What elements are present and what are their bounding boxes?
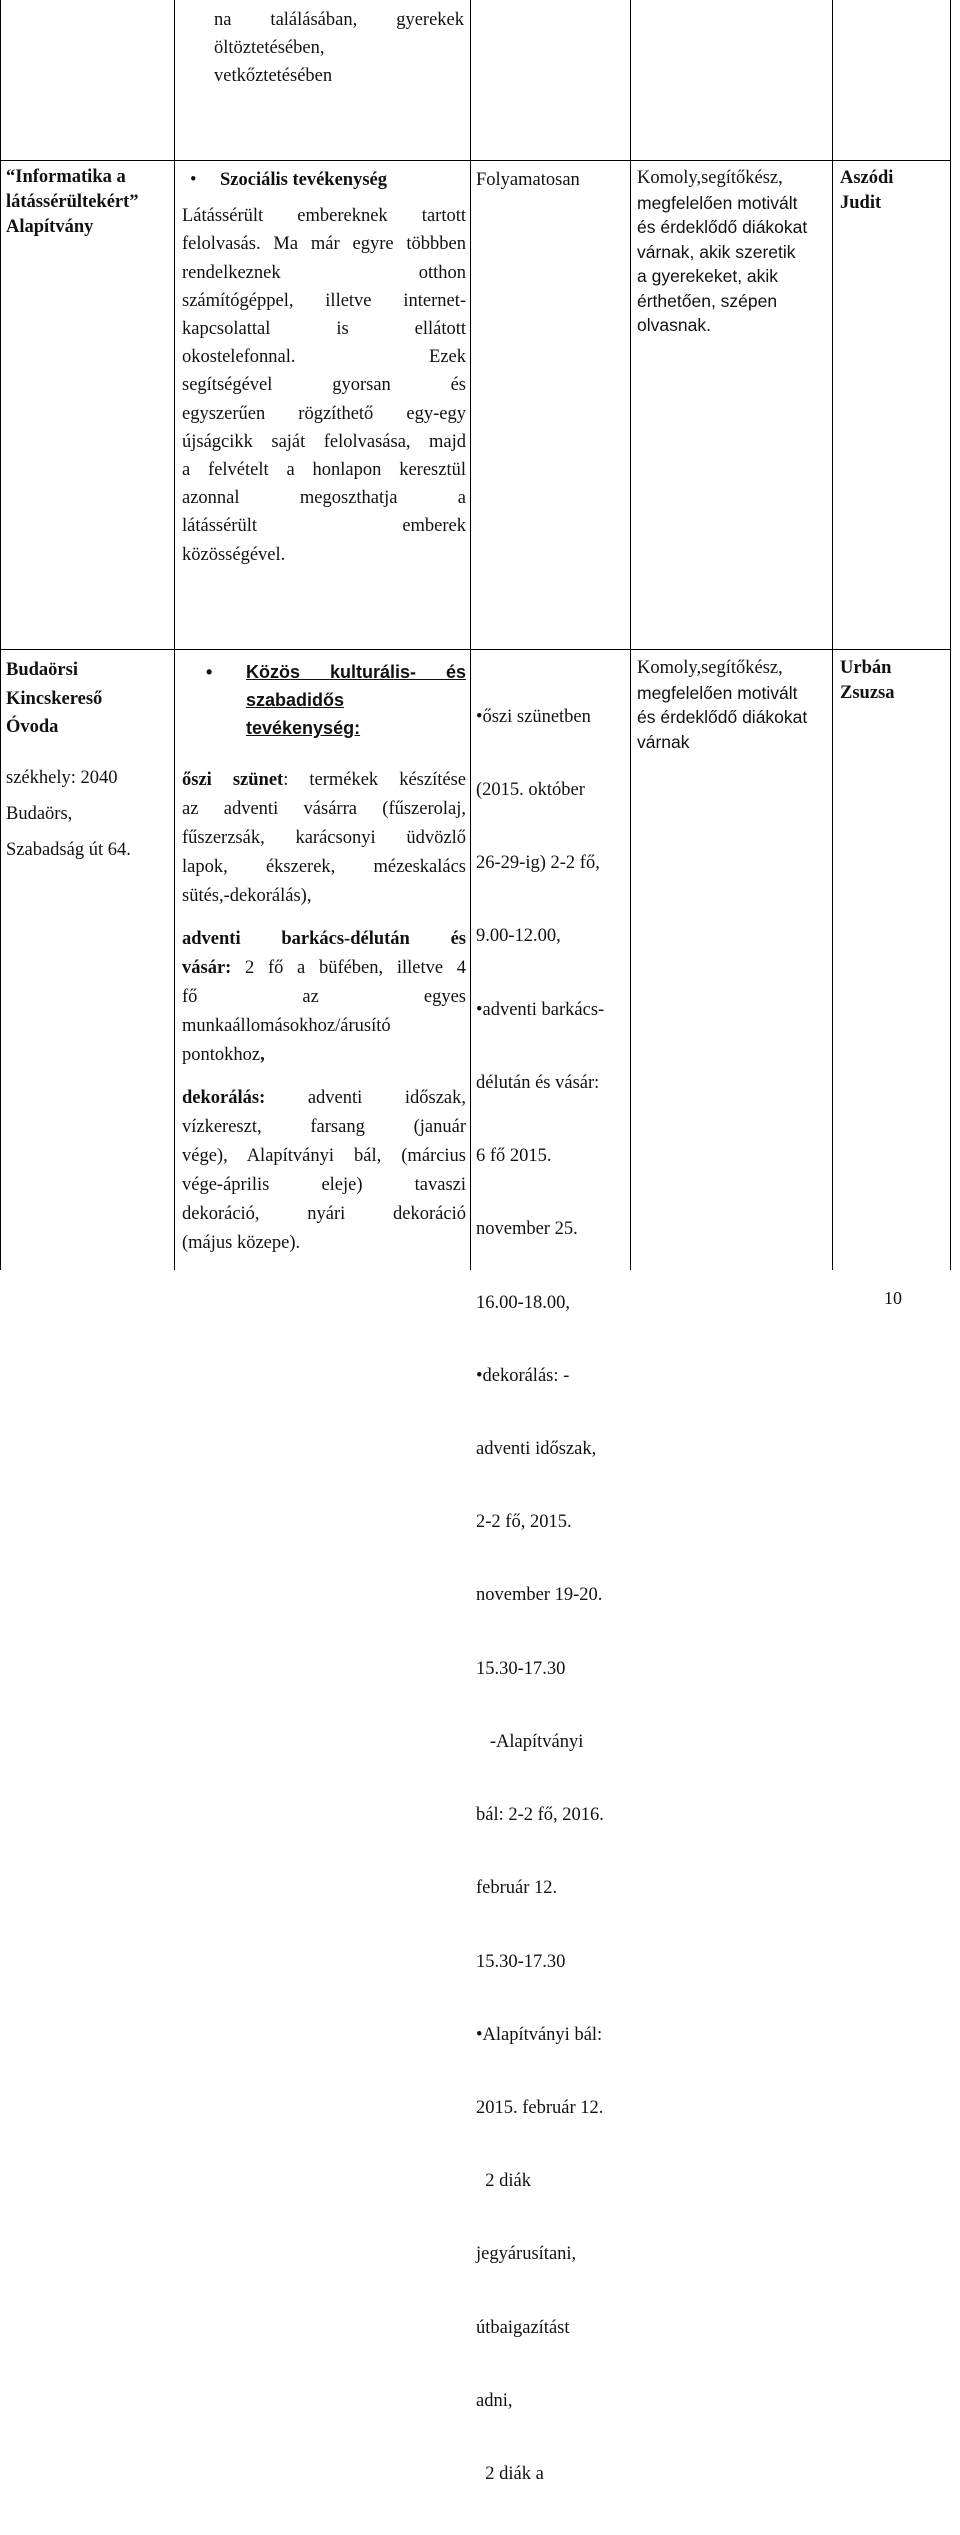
text-line: jegyárusítani, — [476, 2244, 577, 2265]
text-line: munkaállomásokhoz/árusító — [182, 1016, 391, 1036]
text-line: segítségével gyorsan és — [182, 375, 466, 396]
text-line: 2-2 fő, 2015. — [476, 1512, 572, 1533]
address-line: Budaörs, — [6, 803, 73, 824]
column-divider-4 — [832, 0, 833, 1270]
row1-activity — [182, 166, 466, 569]
text-line: számítógéppel, illetve internet- — [182, 290, 466, 311]
page-number: 10 — [884, 1288, 902, 1308]
text-run: , — [260, 1045, 265, 1065]
row2-contact-person — [840, 656, 945, 706]
contact-line: Urbán — [840, 658, 892, 678]
org-line: Kincskereső — [6, 688, 103, 709]
address-line: Szabadság út 64. — [6, 839, 131, 860]
text-line: november 19-20. — [476, 1585, 603, 1606]
row-divider-1 — [0, 160, 951, 161]
text-line: várnak, akik szeretik — [637, 241, 796, 262]
activity-heading — [182, 658, 466, 742]
contact-line: Judit — [840, 193, 882, 213]
text-line: Komoly,segítőkész, — [637, 658, 783, 678]
text-line: 6 fő 2015. — [476, 1146, 552, 1167]
contact-line: Zsuzsa — [840, 683, 895, 703]
heading-line: tevékenység: — [246, 718, 361, 738]
text-line: egyszerűen rögzíthető egy-egy — [182, 403, 466, 424]
text-line: 26-29-ig) 2-2 fő, — [476, 853, 600, 874]
column-divider-3 — [630, 0, 631, 1270]
text-line: délután és vásár: — [476, 1072, 600, 1093]
text-line: kapcsolattal is ellátott — [182, 319, 466, 340]
text-line — [182, 766, 466, 795]
text-line: vetkőztetésében — [214, 66, 333, 86]
text-line: -Alapítványi — [476, 1731, 584, 1752]
row2-expectations — [637, 656, 829, 754]
org-line: látássérültekért” — [6, 192, 139, 212]
text-line: újságcikk saját felolvasása, majd — [182, 431, 466, 452]
text-line — [182, 954, 466, 983]
heading-text: Szociális tevékenység — [220, 170, 387, 190]
org-address — [6, 760, 171, 868]
text-line: útbaigazítást — [476, 2317, 570, 2338]
text-line: adventi időszak, — [476, 1439, 597, 1459]
text-line: felolvasás. Ma már egyre többben — [182, 234, 466, 255]
text-run: : termékek készítése — [283, 770, 466, 790]
row1-expectations — [637, 166, 829, 338]
paragraph-advent-workshop — [182, 925, 466, 1070]
column-divider-2 — [470, 0, 471, 1270]
text-line: november 25. — [476, 1219, 578, 1240]
text-line: érthetően, szépen — [637, 290, 778, 311]
activity-description — [182, 202, 466, 569]
row1-organization — [6, 165, 171, 240]
text-line: adni, — [476, 2390, 513, 2411]
row1-contact-person — [840, 166, 945, 216]
text-line: megfelelően motivált — [637, 682, 798, 703]
term-bold: dekorálás: — [182, 1088, 266, 1108]
text-line: február 12. — [476, 1878, 558, 1899]
address-line: székhely: 2040 — [6, 767, 118, 788]
text-line: •Alapítványi bál: — [476, 2024, 603, 2045]
text-line: 2015. február 12. — [476, 2097, 604, 2118]
text-line: a gyerekeket, akik — [637, 266, 779, 287]
activity-heading — [182, 166, 466, 194]
text-run: adventi időszak, — [265, 1088, 466, 1108]
text-line: (május közepe). — [182, 1233, 301, 1253]
text-line: bál: 2-2 fő, 2016. — [476, 1805, 604, 1826]
org-name — [6, 656, 171, 742]
text-line: azonnal megoszthatja a — [182, 488, 466, 509]
heading-line: szabadidős — [246, 690, 345, 710]
text-line: fűszerzsák, karácsonyi üdvözlő — [182, 828, 466, 848]
text-line: vége), Alapítványi bál, (március — [182, 1146, 466, 1166]
row-divider-2 — [0, 649, 951, 650]
text-line: 15.30-17.30 — [476, 1658, 566, 1679]
text-line: és érdeklődő diákokat — [637, 707, 808, 728]
row2-time-schedule — [476, 656, 628, 2535]
text-line: várnak — [637, 731, 690, 752]
text-line: a felvételt a honlapon keresztül — [182, 460, 466, 481]
text-line: olvasnak. — [637, 315, 711, 336]
text-line: •dekorálás: - — [476, 1365, 570, 1386]
text-line: és érdeklődő diákokat — [637, 217, 808, 238]
org-line: Óvoda — [6, 717, 59, 737]
text-line — [182, 1084, 466, 1113]
term-bold: vásár: — [182, 958, 232, 978]
row2-activity — [182, 658, 466, 1258]
text-line: adventi barkács-délután és — [182, 929, 466, 949]
text-line: látássérült emberek — [182, 516, 466, 537]
text-line: dekoráció, nyári dekoráció — [182, 1204, 466, 1224]
text-line: 2 diák — [476, 2171, 531, 2192]
paragraph-autumn-break — [182, 766, 466, 911]
text-line: na találásában, gyerekek — [214, 10, 464, 30]
text-line: sütés,-dekorálás), — [182, 886, 312, 906]
column-divider-1 — [174, 0, 175, 1270]
paragraph-decoration — [182, 1084, 466, 1258]
row2-organization — [6, 656, 171, 868]
text-line: az adventi vásárra (fűszerolaj, — [182, 799, 466, 819]
org-line: “Informatika a — [6, 167, 126, 187]
text-line: vízkereszt, farsang (január — [182, 1117, 466, 1137]
text-line: 16.00-18.00, — [476, 1292, 571, 1313]
text-line: vége-április eleje) tavaszi — [182, 1175, 466, 1195]
text-line: megfelelően motivált — [637, 192, 798, 213]
text-line: Komoly,segítőkész, — [637, 168, 783, 188]
text-line: •adventi barkács- — [476, 999, 605, 1020]
text-line: 15.30-17.30 — [476, 1951, 566, 1972]
text-line: közösségével. — [182, 544, 286, 565]
row1-time: Folyamatosan — [476, 170, 580, 190]
text-line: rendelkeznek otthon — [182, 262, 466, 283]
text-line: •őszi szünetben — [476, 706, 591, 727]
row0-activity-continued — [214, 6, 464, 90]
text-line: okostelefonnal. Ezek — [182, 347, 466, 368]
org-line: Alapítvány — [6, 217, 94, 237]
text-run: 2 fő a büfében, illetve 4 — [231, 958, 466, 978]
text-line: 2 diák a — [476, 2464, 544, 2485]
heading-line: Közös kulturális- és — [246, 662, 466, 682]
org-line: Budaörsi — [6, 660, 78, 680]
table-border-right — [950, 0, 951, 1270]
text-line: öltöztetésében, — [214, 38, 325, 58]
text-line: fő az egyes — [182, 987, 466, 1007]
text-line — [182, 1041, 466, 1070]
bullet-icon: • — [190, 170, 197, 190]
table-border-left — [0, 0, 1, 1270]
contact-line: Aszódi — [840, 168, 894, 188]
text-line: 9.00-12.00, — [476, 926, 561, 947]
text-line: (2015. október — [476, 780, 585, 801]
text-run: pontokhoz — [182, 1045, 261, 1065]
term-bold: őszi szünet — [182, 770, 284, 790]
text-line: Látássérült embereknek tartott — [182, 206, 466, 227]
text-line: lapok, ékszerek, mézeskalács — [182, 857, 466, 877]
bullet-icon: • — [206, 662, 213, 682]
